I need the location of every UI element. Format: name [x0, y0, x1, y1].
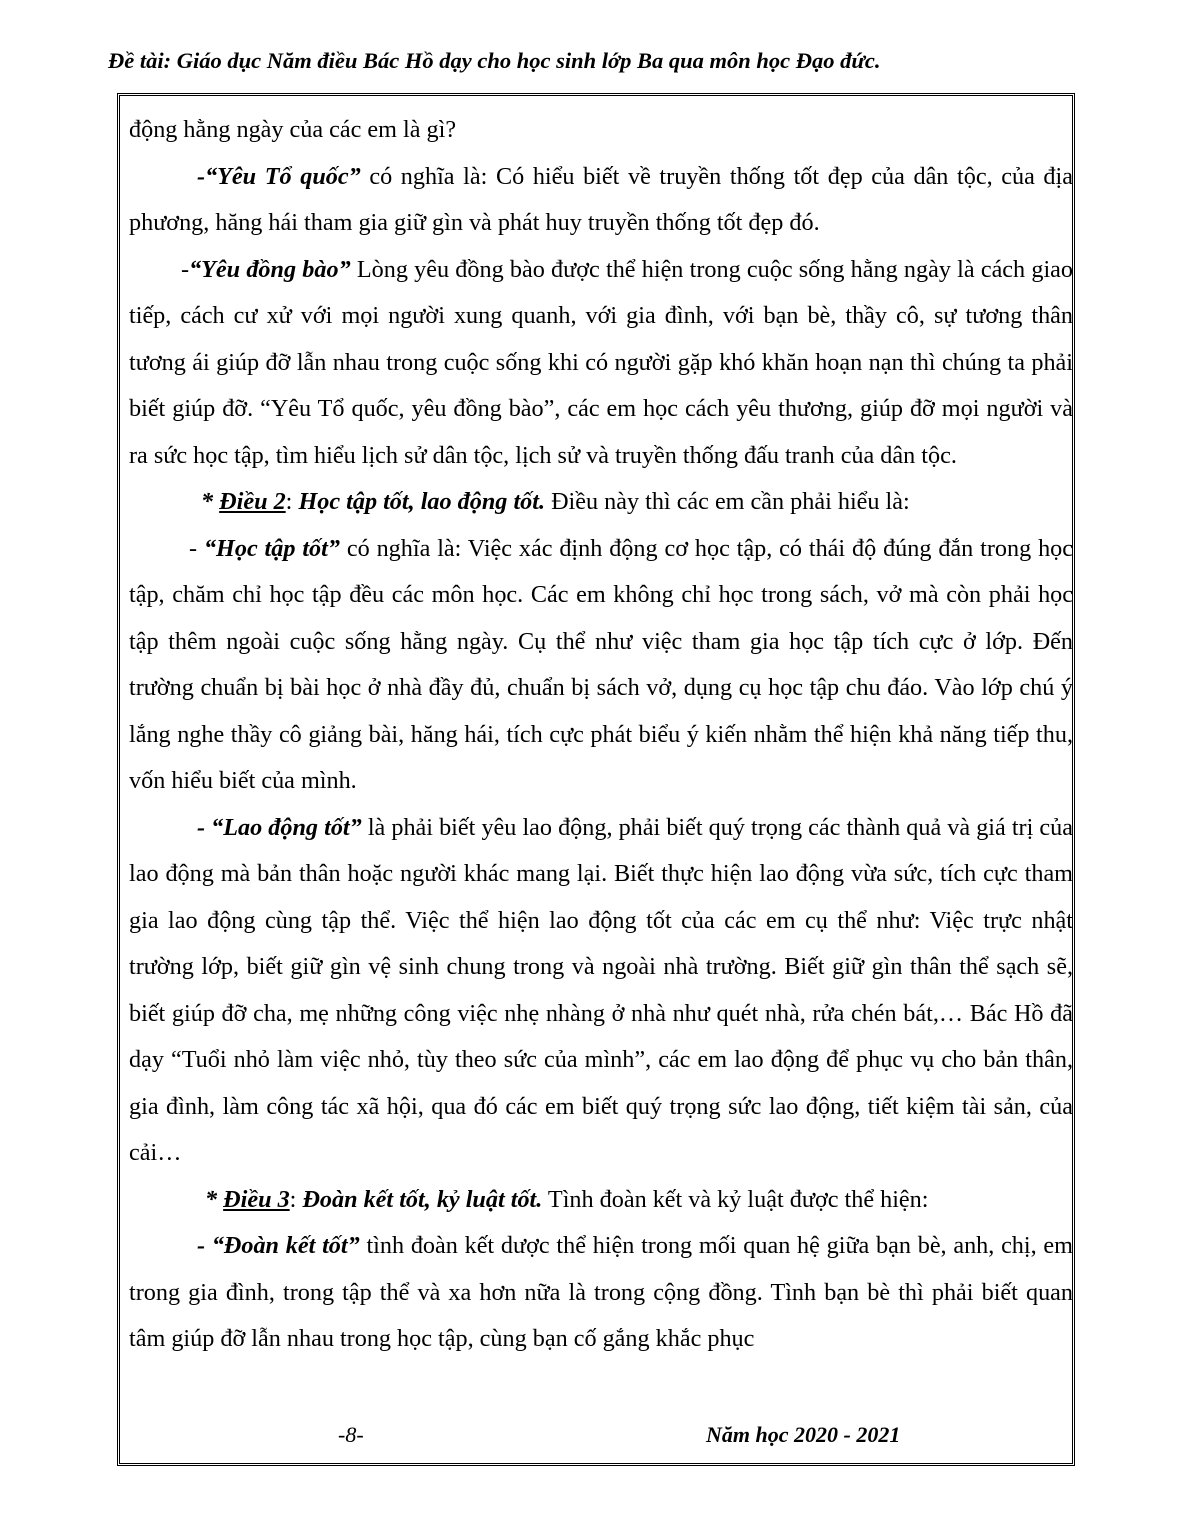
paragraph-text: là phải biết yêu lao động, phải biết quý trọng các thành quả và giá trị của lao động mà bản thân hoặc người khác mang lại. Biết thực hiện lao động vừa sức, tích cực tham gia lao động cùng tập thể. Việc thể hiện lao động tốt của các em cụ thể như: Việc trực nhật trường lớp, biết giữ gìn vệ sinh chung trong và ngoài nhà trường. Biết giữ gìn thân thể sạch sẽ, biết giúp đỡ cha, mẹ những công việc nhẹ nhàng ở nhà như quét nhà, rửa chén bát,… Bác Hồ đã dạy “Tuổi nhỏ làm việc nhỏ, tùy theo sức của mình”, các em lao động để phục vụ cho bản thân, gia đình, làm công tác xã hội, qua đó các em biết quý trọng sức lao động, tiết kiệm tài sản, của cải…	[129, 813, 1073, 1166]
separator: :	[285, 488, 299, 515]
paragraph-text: Lòng yêu đồng bào được thể hiện trong cuộc sống hằng ngày là cách giao tiếp, cách cư xử với mọi người xung quanh, với gia đình, với bạn bè, thầy cô, sự tương thân tương ái giúp đỡ lẫn nhau trong cuộc sống khi có người gặp khó khăn hoạn nạn thì chúng ta phải biết giúp đỡ. “Yêu Tổ quốc, yêu đồng bào”, các em học cách yêu thương, giúp đỡ mọi người và ra sức học tập, tìm hiểu lịch sử dân tộc, lịch sử và truyền thống đấu tranh của dân tộc.	[129, 255, 1073, 469]
star-marker: *	[205, 1185, 224, 1213]
term-lao-dong-tot: “Lao động tốt”	[211, 813, 362, 841]
document-body	[129, 107, 1073, 1363]
dash: -	[189, 534, 204, 562]
title-dieu-3: Đoàn kết tốt, kỷ luật tốt.	[302, 1185, 543, 1213]
heading-dieu-3	[129, 1177, 1073, 1224]
label-dieu-3: Điều 3	[223, 1185, 290, 1213]
paragraph-hoc-tap-tot	[129, 526, 1073, 805]
school-year: Năm học 2020 - 2021	[706, 1422, 901, 1447]
heading-text: Tình đoàn kết và kỷ luật được thể hiện:	[542, 1185, 929, 1213]
term-yeu-dong-bao: “Yêu đồng bào”	[189, 255, 351, 283]
term-doan-ket-tot: “Đoàn kết tốt”	[211, 1232, 360, 1259]
label-dieu-2: Điều 2	[219, 488, 286, 515]
paragraph-text: tình đoàn kết dược thể hiện trong mối quan hệ giữa bạn bè, anh, chị, em trong gia đình, trong tập thể và xa hơn nữa là trong cộng đồng. Tình bạn bè thì phải biết quan tâm giúp đỡ lẫn nhau trong học tập, cùng bạn cố gắng khắc phục	[129, 1232, 1073, 1352]
paragraph-text: có nghĩa là: Có hiểu biết về truyền thống tốt đẹp của dân tộc, của địa phương, hăng hái tham gia giữ gìn và phát huy truyền thống tốt đẹp đó.	[129, 162, 1073, 236]
paragraph-yeu-to-quoc	[129, 154, 1073, 247]
dash: -	[197, 1232, 212, 1259]
document-header-title: Đề tài: Giáo dục Năm điều Bác Hồ dạy cho học sinh lớp Ba qua môn học Đạo đức.	[108, 48, 881, 73]
title-dieu-2: Học tập tốt, lao động tốt.	[298, 488, 546, 515]
term-yeu-to-quoc: “Yêu Tổ quốc”	[205, 162, 361, 190]
dash: -	[197, 813, 212, 841]
dash: -	[181, 255, 190, 283]
paragraph-doan-ket-tot	[129, 1223, 1073, 1363]
heading-text: Điều này thì các em cần phải hiểu là:	[545, 488, 910, 515]
separator: :	[289, 1185, 303, 1213]
heading-dieu-2	[129, 479, 1073, 526]
paragraph-yeu-dong-bao	[129, 247, 1073, 480]
paragraph-text: có nghĩa là: Việc xác định động cơ học tập, có thái độ đúng đắn trong học tập, chăm chỉ học tập đều các môn học. Các em không chỉ học trong sách, vở mà còn phải học tập thêm ngoài cuộc sống hằng ngày. Cụ thể như việc tham gia học tập tích cực ở lớp. Đến trường chuẩn bị bài học ở nhà đầy đủ, chuẩn bị sách vở, dụng cụ học tập chu đáo. Vào lớp chú ý lắng nghe thầy cô giảng bài, hăng hái, tích cực phát biểu ý kiến nhằm thể hiện khả năng tiếp thu, vốn hiểu biết của mình.	[129, 534, 1073, 794]
term-hoc-tap-tot: “Học tập tốt”	[203, 534, 340, 562]
paragraph-lao-dong-tot	[129, 805, 1073, 1177]
dash: -	[197, 162, 206, 190]
star-marker: *	[201, 488, 220, 515]
paragraph-continuation: động hằng ngày của các em là gì?	[129, 116, 457, 143]
page-number: -8-	[338, 1422, 364, 1447]
